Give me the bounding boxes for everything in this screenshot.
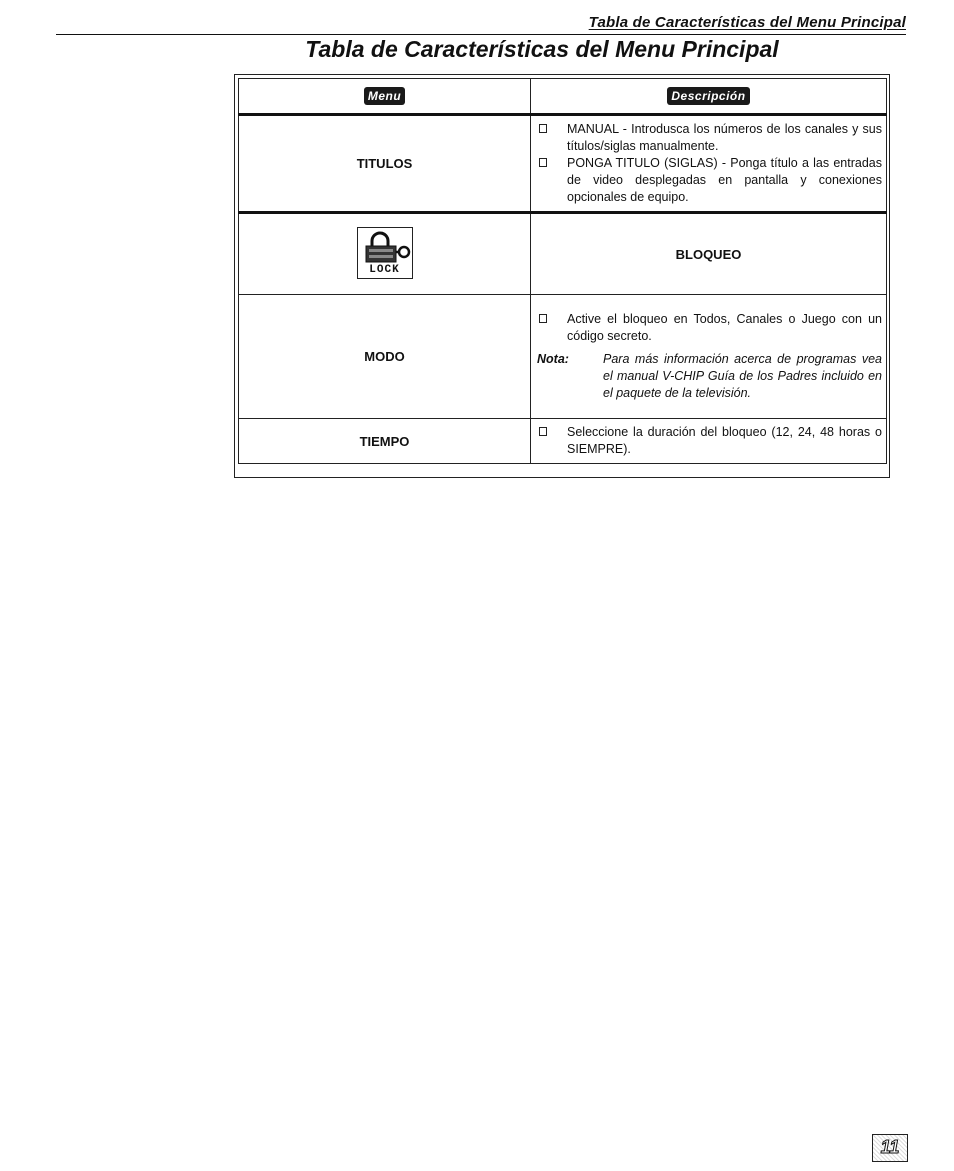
note-text: Para más información acerca de programas vea el manual V-CHIP Guía de los Padres incluido en el paquete de la televisión. (603, 352, 882, 400)
header-menu-label: Menu (364, 87, 405, 105)
table-row-modo (239, 295, 887, 419)
note-label: Nota: (537, 352, 569, 366)
bullet-text: Active el bloqueo en Todos, Canales o Juego con un código secreto. (567, 312, 882, 343)
checkbox-bullet-icon (539, 158, 547, 167)
checkbox-bullet-icon (539, 314, 547, 323)
menu-tiempo: TIEMPO (239, 419, 531, 464)
desc-tiempo (531, 419, 887, 464)
padlock-icon (360, 230, 412, 264)
checkbox-bullet-icon (539, 124, 547, 133)
page-title: Tabla de Características del Menu Principal (305, 36, 779, 62)
lock-icon (357, 227, 413, 279)
table-row-lock (239, 213, 887, 295)
table-header-row (239, 79, 887, 115)
lock-icon-cell (239, 213, 531, 295)
desc-titulos (531, 115, 887, 213)
header-desc-label: Descripción (667, 87, 749, 105)
list-item (537, 121, 882, 155)
features-table (238, 78, 887, 464)
checkbox-bullet-icon (539, 427, 547, 436)
note (537, 351, 882, 402)
table-row-titulos (239, 115, 887, 213)
desc-modo (531, 295, 887, 419)
list-item (537, 155, 882, 206)
page-number: 11 (872, 1134, 908, 1162)
bullet-text: MANUAL - Introdusca los números de los canales y sus títulos/siglas manualmente. (567, 122, 882, 153)
header-rule (56, 34, 906, 35)
bloqueo-heading: BLOQUEO (531, 213, 887, 295)
table-row-tiempo (239, 419, 887, 464)
menu-titulos: TITULOS (239, 115, 531, 213)
list-item (537, 424, 882, 458)
bullet-text: PONGA TITULO (SIGLAS) - Ponga título a las entradas de video desplegadas en pantalla y conexiones opcionales de equipo. (567, 156, 882, 204)
running-header: Tabla de Características del Menu Principal (588, 14, 906, 31)
header-desc-cell (531, 79, 887, 115)
list-item (537, 311, 882, 345)
bullet-text: Seleccione la duración del bloqueo (12, 24, 48 horas o SIEMPRE). (567, 425, 882, 456)
menu-modo: MODO (239, 295, 531, 419)
lock-icon-label: LOCK (369, 263, 400, 276)
header-menu-cell (239, 79, 531, 115)
